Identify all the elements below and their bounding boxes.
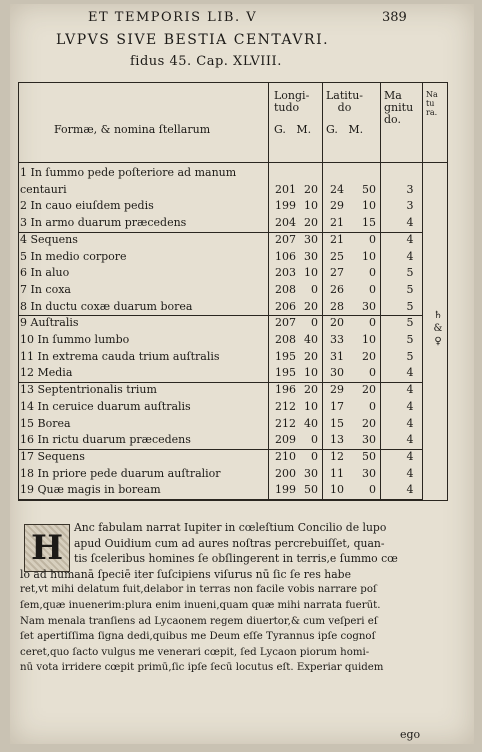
table-row	[18, 316, 448, 330]
paragraph-line: ceret,quo ſacto vulgus me venerari cœpit, ſed Lycaon piorum homi-	[20, 646, 370, 658]
latitude-minutes: 0	[369, 366, 376, 380]
magnitude: 4	[406, 483, 414, 497]
decorated-initial: H	[24, 524, 70, 572]
nature-symbol: ♀	[434, 336, 442, 347]
longitude-minutes: 30	[304, 232, 318, 246]
table-row	[18, 450, 448, 464]
latitude-minutes: 50	[362, 182, 376, 196]
longitude-degrees: 204	[275, 216, 296, 230]
star-name: 2 In cauo eiuſdem pedis	[20, 199, 154, 213]
latitude-degrees: 15	[330, 416, 344, 430]
star-name: 15 Borea	[20, 416, 71, 430]
longitude-degrees: 199	[275, 483, 296, 497]
table-row	[18, 283, 448, 297]
latitude-minutes: 0	[369, 399, 376, 413]
paragraph-line: ſem,quæ inuenerim:plura enim inueni,quam quæ mihi narrata fuerūt.	[20, 599, 381, 611]
longitude-minutes: 30	[304, 249, 318, 263]
star-name: 9 Auſtralis	[20, 316, 79, 330]
latitude-minutes: 10	[362, 249, 376, 263]
latitude-minutes: 30	[362, 433, 376, 447]
latitude-degrees: 25	[330, 249, 344, 263]
magnitude: 5	[406, 333, 414, 346]
longitude-minutes: 10	[304, 366, 318, 380]
latitude-minutes: 10	[362, 199, 376, 213]
magnitude: 4	[406, 232, 414, 246]
magnitude: 5	[406, 282, 414, 296]
latitude-minutes: 0	[369, 282, 376, 296]
latitude-minutes: 0	[369, 483, 376, 497]
longitude-minutes: 20	[304, 299, 318, 313]
latitude-minutes: 50	[362, 449, 376, 463]
longitude-degrees: 195	[275, 349, 296, 363]
longitude-degrees: 210	[275, 449, 296, 463]
group-rule	[18, 315, 422, 316]
table-bottom-rule	[18, 500, 448, 501]
longitude-minutes: 20	[304, 182, 318, 196]
latitude-minutes: 20	[362, 383, 376, 397]
star-name: 7 In coxa	[20, 282, 71, 296]
star-name: 12 Media	[20, 366, 73, 380]
star-table	[18, 82, 448, 502]
star-name: 3 In armo duarum præcedens	[20, 216, 187, 230]
header-longitude-units: G. M.	[274, 123, 312, 136]
body-paragraph	[20, 520, 460, 676]
table-row	[18, 383, 448, 397]
latitude-degrees: 21	[330, 232, 344, 246]
longitude-degrees: 207	[275, 232, 296, 246]
longitude-minutes: 10	[304, 399, 318, 413]
latitude-degrees: 13	[330, 433, 344, 447]
table-row	[18, 216, 448, 230]
star-name: centauri	[20, 182, 67, 196]
star-name: 11 In extrema cauda trium auſtralis	[20, 349, 220, 363]
paragraph-line: Nam menala tranſiens ad Lycaonem regem diuertor,& cum veſperi eſ	[20, 615, 378, 627]
latitude-minutes: 10	[362, 333, 376, 346]
magnitude: 5	[406, 299, 414, 313]
paragraph-line: nū vota irridere cœpit primū,ſic ipſe ſecū locutus eſt. Experiar quidem	[20, 662, 384, 674]
star-name: 13 Septentrionalis trium	[20, 383, 157, 397]
longitude-degrees: 207	[275, 316, 296, 330]
latitude-minutes: 20	[362, 349, 376, 363]
star-name: 4 Sequens	[20, 232, 78, 246]
page-number: 389	[382, 10, 407, 25]
latitude-degrees: 33	[330, 333, 344, 346]
longitude-degrees: 206	[275, 299, 296, 313]
header-magnitude: Ma gnitu do.	[384, 89, 414, 126]
table-row	[18, 433, 448, 447]
table-row	[18, 417, 448, 431]
chapter-subtitle: fidus 45. Cap. XLVIII.	[130, 54, 282, 69]
paragraph-line: lo ad humanā ſpeciē iter ſuſcipiens viſurus nū ſic ſe res habe	[20, 567, 351, 581]
longitude-minutes: 0	[311, 433, 318, 447]
header-longitude: Longi- tudo	[274, 89, 310, 114]
table-row	[18, 467, 448, 481]
longitude-minutes: 0	[311, 282, 318, 296]
table-header-rule	[18, 162, 448, 163]
magnitude: 3	[406, 199, 414, 213]
chapter-title: LVPVS SIVE BESTIA CENTAVRI.	[56, 32, 330, 48]
longitude-degrees: 195	[275, 366, 296, 380]
magnitude: 4	[406, 466, 414, 480]
latitude-degrees: 17	[330, 399, 344, 413]
header-latitude: Latitu- do	[326, 89, 364, 114]
longitude-degrees: 208	[275, 282, 296, 296]
longitude-degrees: 196	[275, 383, 296, 397]
header-latitude-units: G. M.	[326, 123, 364, 136]
star-name: 18 In priore pede duarum auſtralior	[20, 466, 221, 480]
magnitude: 3	[406, 182, 414, 196]
latitude-minutes: 0	[369, 316, 376, 330]
longitude-minutes: 10	[304, 266, 318, 280]
star-name: 14 In ceruice duarum auſtralis	[20, 399, 191, 413]
latitude-degrees: 28	[330, 299, 344, 313]
star-name: 5 In medio corpore	[20, 249, 127, 263]
table-row	[18, 266, 448, 280]
magnitude: 4	[406, 416, 414, 430]
longitude-minutes: 0	[311, 316, 318, 330]
latitude-degrees: 11	[330, 466, 344, 480]
latitude-degrees: 12	[330, 449, 344, 463]
longitude-minutes: 40	[304, 333, 318, 346]
star-name: 16 In rictu duarum præcedens	[20, 433, 191, 447]
latitude-degrees: 10	[330, 483, 344, 497]
longitude-minutes: 0	[311, 449, 318, 463]
star-name: 1 In ſummo pede poſteriore ad manum	[20, 166, 237, 179]
longitude-degrees: 199	[275, 199, 296, 213]
magnitude: 5	[406, 349, 414, 363]
table-row	[18, 350, 448, 364]
latitude-minutes: 30	[362, 299, 376, 313]
longitude-minutes: 50	[304, 483, 318, 497]
magnitude: 4	[406, 216, 414, 230]
longitude-degrees: 212	[275, 399, 296, 413]
table-row	[18, 199, 448, 213]
latitude-degrees: 30	[330, 366, 344, 380]
star-name: 10 In ſummo lumbo	[20, 333, 130, 346]
magnitude: 5	[406, 266, 414, 280]
longitude-minutes: 20	[304, 349, 318, 363]
table-row	[18, 366, 448, 380]
latitude-degrees: 29	[330, 199, 344, 213]
star-name: 19 Quæ magis in boream	[20, 483, 161, 497]
latitude-minutes: 0	[369, 232, 376, 246]
catchword: ego	[400, 728, 421, 741]
latitude-minutes: 20	[362, 416, 376, 430]
latitude-degrees: 24	[330, 182, 344, 196]
latitude-degrees: 31	[330, 349, 344, 363]
group-rule	[18, 449, 422, 450]
nature-symbol: &	[433, 323, 443, 334]
magnitude: 4	[406, 366, 414, 380]
star-name: 17 Sequens	[20, 449, 85, 463]
longitude-minutes: 40	[304, 416, 318, 430]
longitude-minutes: 30	[304, 466, 318, 480]
latitude-degrees: 21	[330, 216, 344, 230]
longitude-degrees: 209	[275, 433, 296, 447]
paragraph-line: Anc fabulam narrat Iupiter in cœleſtium Concilio de lupo	[74, 521, 387, 534]
magnitude: 4	[406, 449, 414, 463]
longitude-degrees: 208	[275, 333, 296, 346]
paragraph-line: tis ſceleribus homines ſe obſlingerent in terris,e ſummo cœ	[74, 552, 398, 566]
table-top-rule	[18, 82, 448, 83]
table-row	[18, 483, 448, 497]
table-row	[18, 166, 448, 180]
table-row	[18, 400, 448, 414]
table-row	[18, 183, 448, 197]
group-rule	[18, 382, 422, 383]
magnitude: 4	[406, 249, 414, 263]
latitude-minutes: 15	[362, 216, 376, 230]
table-row	[18, 333, 448, 347]
latitude-degrees: 20	[330, 316, 344, 330]
book-page	[10, 4, 474, 744]
latitude-degrees: 26	[330, 282, 344, 296]
latitude-minutes: 30	[362, 466, 376, 480]
nature-symbol: ♄	[433, 310, 443, 321]
star-name: 6 In aluo	[20, 266, 70, 280]
magnitude: 5	[406, 316, 414, 330]
longitude-degrees: 201	[275, 182, 296, 196]
magnitude: 4	[406, 383, 414, 397]
group-rule	[18, 232, 422, 233]
longitude-degrees: 200	[275, 466, 296, 480]
longitude-minutes: 10	[304, 199, 318, 213]
longitude-degrees: 106	[275, 249, 296, 263]
magnitude: 4	[406, 399, 414, 413]
table-row	[18, 250, 448, 264]
latitude-degrees: 29	[330, 383, 344, 397]
longitude-minutes: 20	[304, 216, 318, 230]
header-names: Formæ, & nomina ſtellarum	[54, 123, 211, 136]
table-row	[18, 300, 448, 314]
table-row	[18, 233, 448, 247]
group-rule	[18, 499, 422, 500]
longitude-degrees: 212	[275, 416, 296, 430]
latitude-minutes: 0	[369, 266, 376, 280]
latitude-degrees: 27	[330, 266, 344, 280]
magnitude: 4	[406, 433, 414, 447]
paragraph-line: apud Ouidium cum ad aures noſtras percrebuiſſet, quan-	[74, 536, 385, 550]
paragraph-line: ſet apertiſſima ſigna dedi,quibus me Deum eſſe Tyrannus ipſe cognoſ	[20, 631, 376, 643]
running-title: ET TEMPORIS LIB. V	[88, 10, 258, 25]
paragraph-line: ret,vt mihi delatum fuit,delabor in terras non facile vobis narrare poſ	[20, 584, 377, 596]
star-name: 8 In ductu coxæ duarum borea	[20, 299, 193, 313]
header-nature: Na tu ra.	[426, 90, 438, 117]
longitude-degrees: 203	[275, 266, 296, 280]
longitude-minutes: 20	[304, 383, 318, 397]
